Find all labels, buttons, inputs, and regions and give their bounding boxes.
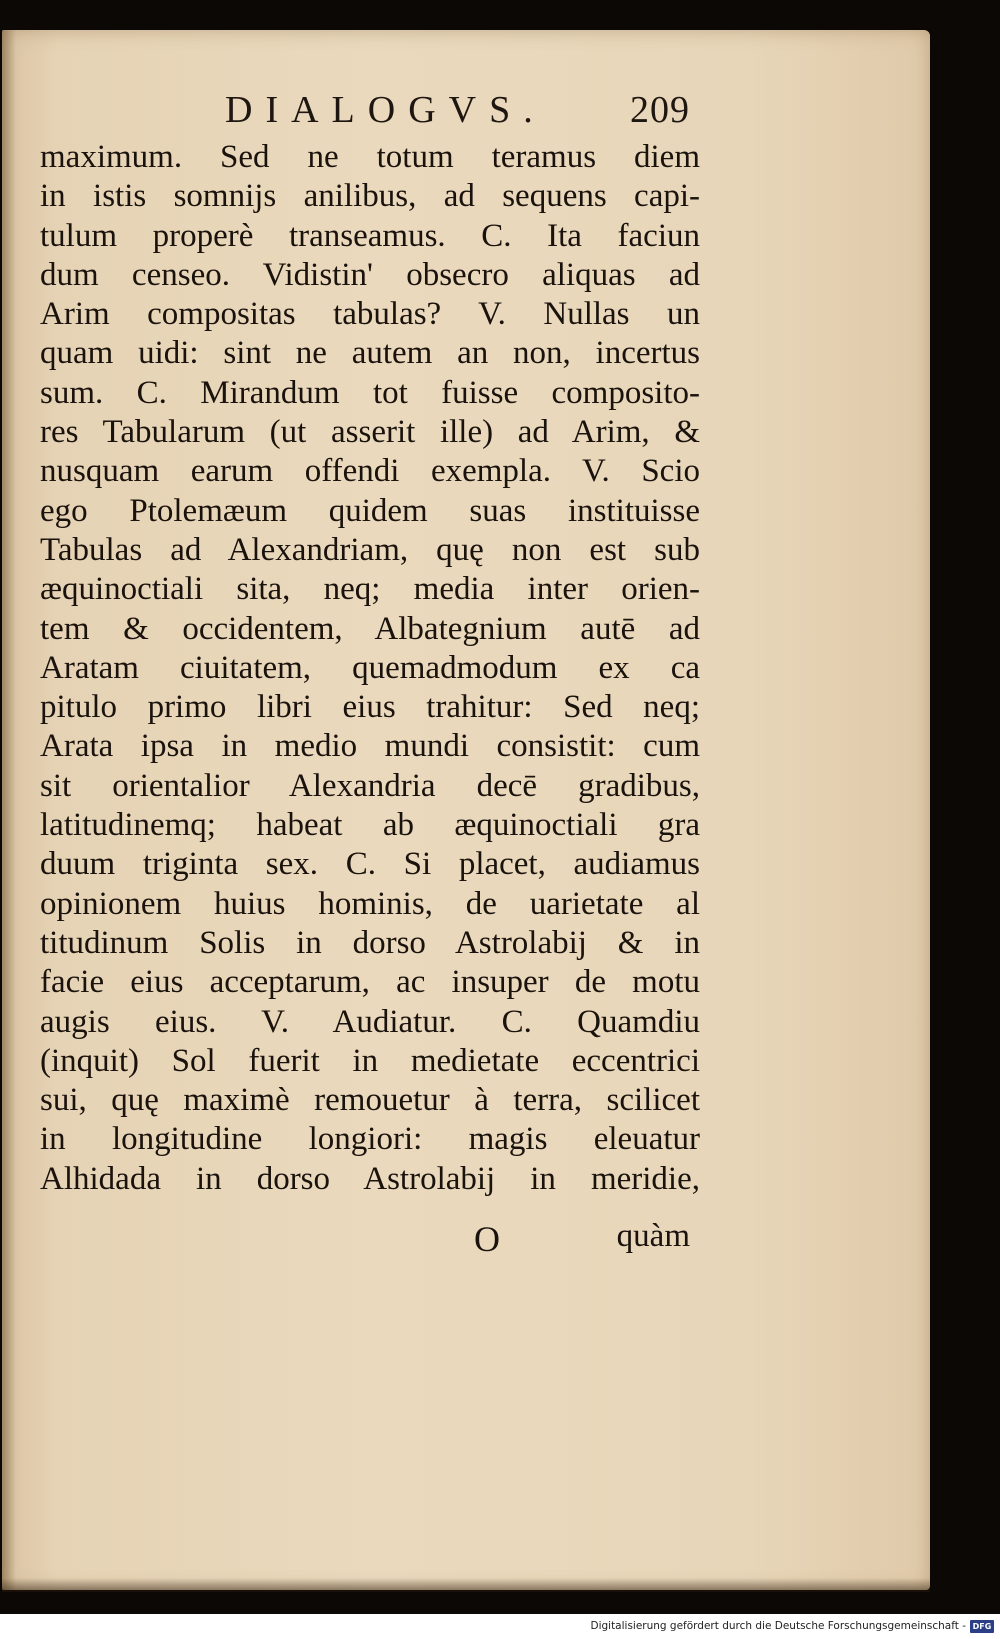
page-number: 209 [630,89,690,131]
text-line: augis eius. V. Audiatur. C. Quamdiu [40,1003,700,1040]
text-line: Tabulas ad Alexandriam, quę non est sub [40,531,700,568]
text-line: nusquam earum offendi exempla. V. Scio [40,453,700,490]
text-line: Arata ipsa in medio mundi consistit: cum [40,728,700,765]
catchword: quàm [616,1218,690,1254]
text-line: tulum properè transeamus. C. Ita faciun [40,217,700,254]
credit-text: Digitalisierung gefördert durch die Deutsche Forschungsgemeinschaft - [590,1620,966,1632]
text-line: sui, quę maximè remouetur à terra, scilicet [40,1082,700,1119]
text-line: latitudinemq; habeat ab æquinoctiali gra [40,807,700,844]
page-edge-shadow [2,1578,930,1592]
running-head [40,88,690,136]
text-line: facie eius acceptarum, ac insuper de motu [40,964,700,1001]
text-line: æquinoctiali sita, neq; media inter orien- [40,571,700,608]
text-line: (inquit) Sol fuerit in medietate eccentrici [40,1042,700,1079]
text-line: maximum. Sed ne totum teramus diem [40,139,700,175]
catch-line [40,1218,690,1260]
running-head-title: DIALOGVS. [225,89,546,131]
text-line: Aratam ciuitatem, quemadmodum ex ca [40,649,700,686]
text-line: in longitudine longiori: magis eleuatur [40,1121,700,1158]
text-line: tem & occidentem, Albategnium autē ad [40,610,700,647]
text-line: pitulo primo libri eius trahitur: Sed neq; [40,689,700,726]
digitization-credit [590,1617,994,1635]
text-line: res Tabularum (ut asserit ille) ad Arim, & [40,414,700,451]
text-line: quam uidi: sint ne autem an non, incertus [40,335,700,372]
text-line: in istis somnijs anilibus, ad sequens capi- [40,178,700,215]
text-line: dum censeo. Vidistin' obsecro aliquas ad [40,256,700,293]
text-line: titudinum Solis in dorso Astrolabij & in [40,924,700,961]
text-line: duum triginta sex. C. Si placet, audiamus [40,846,700,883]
text-line: sum. C. Mirandum tot fuisse composito- [40,374,700,411]
text-line: ego Ptolemæum quidem suas instituisse [40,492,700,529]
body-text [40,138,700,1199]
text-line: opinionem huius hominis, de uarietate al [40,885,700,922]
text-line: sit orientalior Alexandria decē gradibus, [40,767,700,804]
signature-mark: O [474,1219,500,1259]
dfg-logo-icon: DFG [970,1620,994,1633]
text-line: Arim compositas tabulas? V. Nullas un [40,296,700,333]
text-line: Alhidada in dorso Astrolabij in meridie, [40,1160,700,1197]
